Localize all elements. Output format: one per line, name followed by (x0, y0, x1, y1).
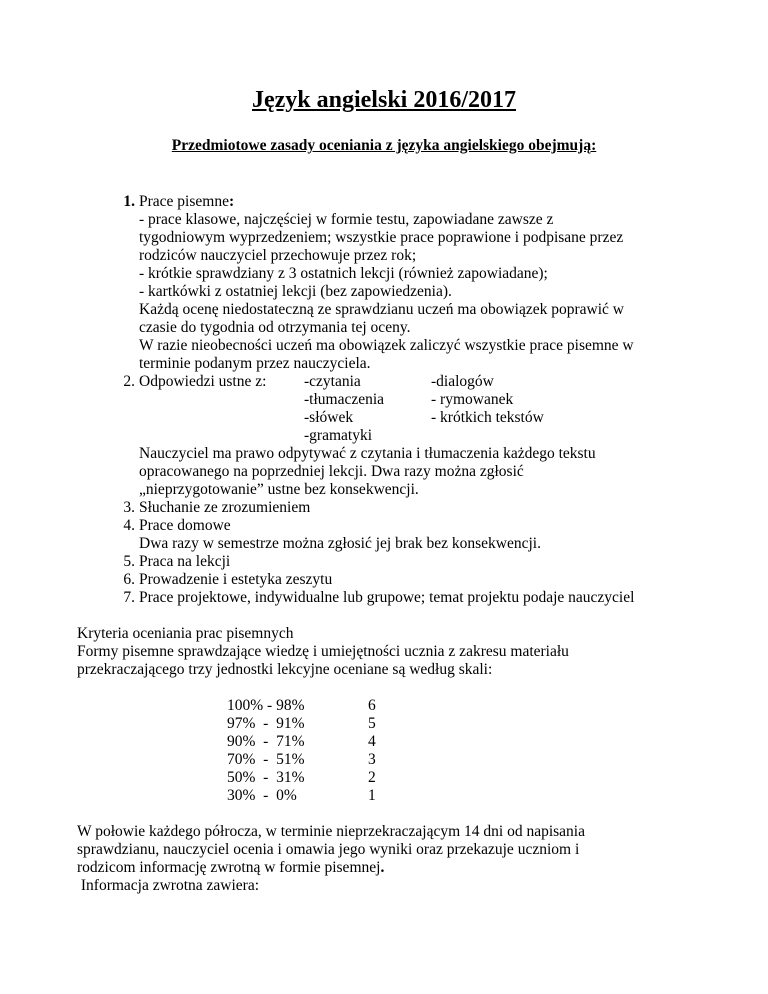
item-2-note-line: „nieprzygotowanie” ustne bez konsekwencji. (139, 481, 419, 498)
scale-grade: 3 (368, 751, 376, 768)
scale-grade: 5 (368, 715, 376, 732)
item-4-text: Prace domowe (139, 517, 231, 534)
oral-skill: -tłumaczenia (304, 391, 385, 408)
item-2-label: Odpowiedzi ustne z: (139, 373, 267, 390)
oral-skill: -gramatyki (304, 427, 373, 444)
scale-grade: 2 (368, 769, 376, 786)
oral-skill: -czytania (304, 373, 361, 390)
item-4-number: 4. (123, 517, 135, 534)
item-2-note-line: opracowanego na poprzedniej lekcji. Dwa razy można zgłosić (139, 463, 524, 480)
scale-range: 50% - 31% (227, 769, 305, 786)
feedback-contents-label: Informacja zwrotna zawiera: (77, 877, 260, 894)
feedback-line: sprawdzianu, nauczyciel ocenia i omawia jego wyniki oraz przekazuje uczniom i (77, 841, 580, 858)
scale-range: 90% - 71% (227, 733, 305, 750)
item-1-line: Każdą ocenę niedostateczną ze sprawdzianu uczeń ma obowiązek poprawić w (139, 301, 624, 318)
scale-range: 100% - 98% (227, 697, 305, 714)
subtitle: Przedmiotowe zasady oceniania z języka angielskiego obejmują: (171, 137, 597, 154)
item-1-line: czasie do tygodnia od otrzymania tej oceny. (139, 319, 411, 336)
item-3-text: Słuchanie ze zrozumieniem (139, 499, 311, 516)
scale-grade: 4 (368, 733, 376, 750)
item-3-number: 3. (123, 499, 135, 516)
oral-skill: - krótkich tekstów (431, 409, 544, 426)
item-1-line: terminie podanym przez nauczyciela. (139, 355, 371, 372)
criteria-line: Formy pisemne sprawdzające wiedzę i umiejętności ucznia z zakresu materiału (77, 643, 569, 660)
item-1-number: 1. (123, 193, 135, 210)
item-2-number: 2. (123, 373, 135, 390)
item-5-number: 5. (123, 553, 135, 570)
item-1-heading: Prace pisemne: (139, 193, 235, 210)
oral-skill: - rymowanek (431, 391, 514, 408)
feedback-line-last: rodzicom informację zwrotną w formie pisemnej. (77, 859, 385, 876)
criteria-line: przekraczającego trzy jednostki lekcyjne oceniane są według skali: (77, 661, 493, 678)
feedback-line: W połowie każdego półrocza, w terminie nieprzekraczającym 14 dni od napisania (77, 823, 585, 840)
scale-grade: 1 (368, 787, 376, 804)
item-7-number: 7. (123, 589, 135, 606)
item-7-text: Prace projektowe, indywidualne lub grupowe; temat projektu podaje nauczyciel (139, 589, 635, 606)
scale-range: 70% - 51% (227, 751, 305, 768)
item-1-line: tygodniowym wyprzedzeniem; wszystkie prace poprawione i podpisane przez (139, 229, 624, 246)
oral-skill: -słówek (304, 409, 354, 426)
page-title: Język angielski 2016/2017 (251, 87, 516, 113)
scale-range: 97% - 91% (227, 715, 305, 732)
criteria-heading: Kryteria oceniania prac pisemnych (77, 625, 294, 642)
item-1-line: - krótkie sprawdziany z 3 ostatnich lekcji (również zapowiadane); (139, 265, 548, 282)
item-1-line: rodziców nauczyciel przechowuje przez rok; (139, 247, 417, 264)
item-4-note: Dwa razy w semestrze można zgłosić jej brak bez konsekwencji. (139, 535, 541, 552)
item-6-text: Prowadzenie i estetyka zeszytu (139, 571, 333, 588)
item-1-line: - prace klasowe, najczęściej w formie testu, zapowiadane zawsze z (139, 211, 554, 228)
item-5-text: Praca na lekcji (139, 553, 231, 570)
oral-skill: -dialogów (431, 373, 494, 390)
scale-grade: 6 (368, 697, 376, 714)
item-1-line: W razie nieobecności uczeń ma obowiązek zaliczyć wszystkie prace pisemne w (139, 337, 634, 354)
scale-range: 30% - 0% (227, 787, 297, 804)
item-2-note-line: Nauczyciel ma prawo odpytywać z czytania i tłumaczenia każdego tekstu (139, 445, 596, 462)
item-1-line: - kartkówki z ostatniej lekcji (bez zapowiedzenia). (139, 283, 452, 300)
item-6-number: 6. (123, 571, 135, 588)
